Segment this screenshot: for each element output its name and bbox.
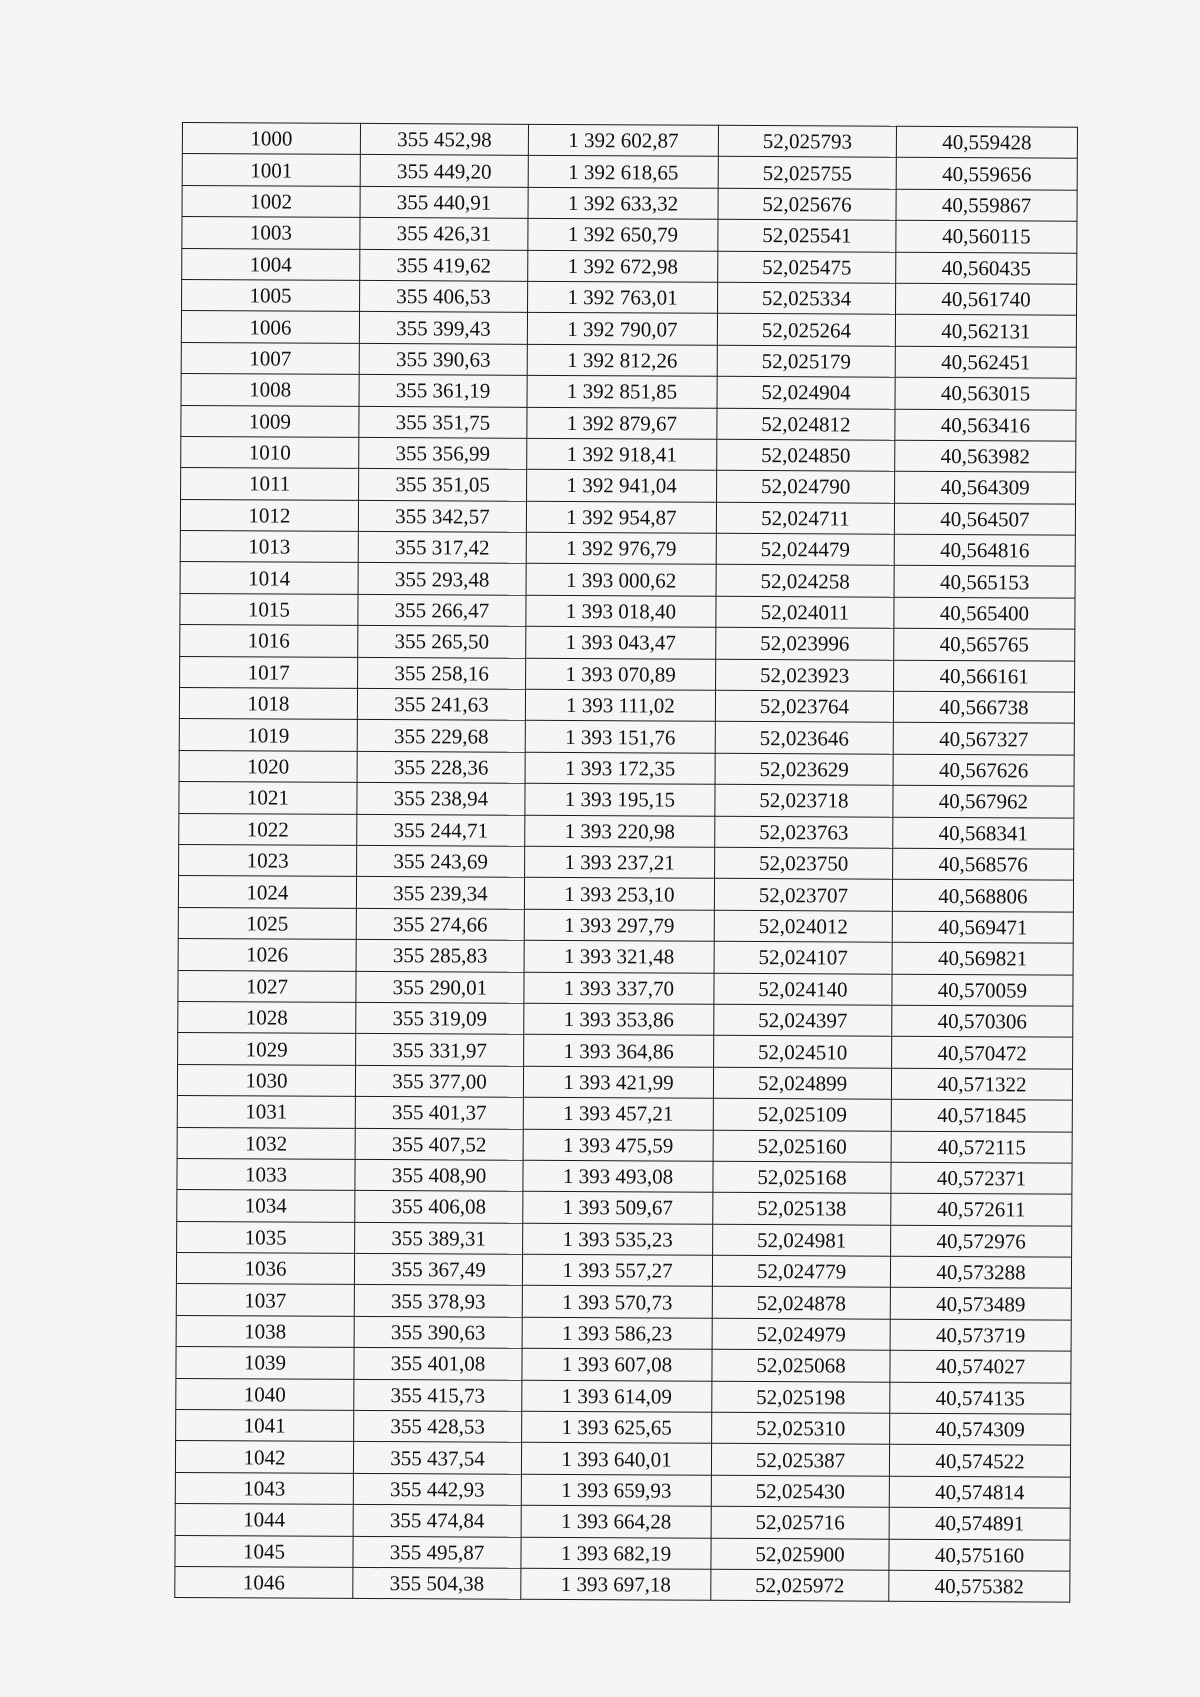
table-row xyxy=(176,1284,1071,1320)
y-coordinate-cell: 1 393 172,35 xyxy=(525,752,715,784)
longitude-cell: 40,563982 xyxy=(895,440,1076,472)
longitude-cell: 40,574522 xyxy=(889,1445,1070,1477)
point-number-cell: 1042 xyxy=(175,1441,353,1473)
x-coordinate-cell: 355 317,42 xyxy=(358,532,526,564)
x-coordinate-cell: 355 367,49 xyxy=(354,1253,522,1285)
longitude-cell: 40,559428 xyxy=(896,126,1077,158)
x-coordinate-cell: 355 452,98 xyxy=(360,123,528,155)
table-row xyxy=(180,593,1075,629)
x-coordinate-cell: 355 241,63 xyxy=(357,688,525,720)
point-number-cell: 1010 xyxy=(181,436,359,468)
y-coordinate-cell: 1 393 509,67 xyxy=(523,1192,713,1224)
point-number-cell: 1027 xyxy=(178,970,356,1002)
point-number-cell: 1037 xyxy=(176,1284,354,1316)
x-coordinate-cell: 355 361,19 xyxy=(359,375,527,407)
y-coordinate-cell: 1 392 650,79 xyxy=(528,218,718,250)
y-coordinate-cell: 1 393 614,09 xyxy=(522,1380,712,1412)
latitude-cell: 52,025900 xyxy=(711,1538,889,1570)
table-row xyxy=(182,217,1077,253)
latitude-cell: 52,025676 xyxy=(718,188,896,220)
x-coordinate-cell: 355 238,94 xyxy=(357,783,525,815)
point-number-cell: 1041 xyxy=(176,1410,354,1442)
table-row xyxy=(179,844,1074,880)
longitude-cell: 40,574814 xyxy=(889,1476,1070,1508)
table-row xyxy=(182,185,1077,221)
x-coordinate-cell: 355 285,83 xyxy=(356,940,524,972)
latitude-cell: 52,024107 xyxy=(714,941,892,973)
x-coordinate-cell: 355 258,16 xyxy=(358,657,526,689)
y-coordinate-cell: 1 393 475,59 xyxy=(523,1129,713,1161)
longitude-cell: 40,561740 xyxy=(896,283,1077,315)
latitude-cell: 52,025716 xyxy=(711,1506,889,1538)
longitude-cell: 40,566738 xyxy=(893,691,1074,723)
point-number-cell: 1035 xyxy=(177,1221,355,1253)
x-coordinate-cell: 355 266,47 xyxy=(358,594,526,626)
x-coordinate-cell: 355 293,48 xyxy=(358,563,526,595)
table-row xyxy=(180,625,1075,661)
point-number-cell: 1012 xyxy=(180,499,358,531)
table-row xyxy=(175,1504,1070,1540)
longitude-cell: 40,575382 xyxy=(889,1570,1070,1602)
table-row xyxy=(179,688,1074,724)
longitude-cell: 40,574027 xyxy=(890,1350,1071,1382)
x-coordinate-cell: 355 437,54 xyxy=(353,1442,521,1474)
latitude-cell: 52,025541 xyxy=(718,219,896,251)
longitude-cell: 40,574135 xyxy=(890,1382,1071,1414)
y-coordinate-cell: 1 393 607,08 xyxy=(522,1349,712,1381)
latitude-cell: 52,023750 xyxy=(715,847,893,879)
y-coordinate-cell: 1 392 812,26 xyxy=(527,344,717,376)
y-coordinate-cell: 1 393 018,40 xyxy=(526,595,716,627)
x-coordinate-cell: 355 408,90 xyxy=(355,1159,523,1191)
latitude-cell: 52,024012 xyxy=(714,910,892,942)
table-row xyxy=(177,1096,1072,1132)
point-number-cell: 1023 xyxy=(179,844,357,876)
point-number-cell: 1043 xyxy=(175,1472,353,1504)
latitude-cell: 52,025475 xyxy=(718,251,896,283)
point-number-cell: 1025 xyxy=(178,907,356,939)
x-coordinate-cell: 355 274,66 xyxy=(356,908,524,940)
point-number-cell: 1046 xyxy=(175,1566,353,1598)
table-row xyxy=(175,1566,1070,1602)
x-coordinate-cell: 355 428,53 xyxy=(354,1410,522,1442)
y-coordinate-cell: 1 393 640,01 xyxy=(521,1443,711,1475)
latitude-cell: 52,025138 xyxy=(713,1193,891,1225)
y-coordinate-cell: 1 392 790,07 xyxy=(527,313,717,345)
x-coordinate-cell: 355 440,91 xyxy=(360,186,528,218)
latitude-cell: 52,024878 xyxy=(712,1287,890,1319)
point-number-cell: 1028 xyxy=(178,1001,356,1033)
table-row xyxy=(179,719,1074,755)
longitude-cell: 40,573719 xyxy=(890,1319,1071,1351)
point-number-cell: 1021 xyxy=(179,782,357,814)
table-row xyxy=(182,154,1077,190)
y-coordinate-cell: 1 393 493,08 xyxy=(523,1160,713,1192)
x-coordinate-cell: 355 390,63 xyxy=(359,343,527,375)
table-row xyxy=(182,279,1077,315)
latitude-cell: 52,025198 xyxy=(712,1381,890,1413)
table-row xyxy=(180,656,1075,692)
point-number-cell: 1015 xyxy=(180,593,358,625)
point-number-cell: 1004 xyxy=(182,248,360,280)
x-coordinate-cell: 355 356,99 xyxy=(359,437,527,469)
table-row xyxy=(176,1253,1071,1289)
longitude-cell: 40,568576 xyxy=(893,848,1074,880)
latitude-cell: 52,025755 xyxy=(718,157,896,189)
latitude-cell: 52,024899 xyxy=(713,1067,891,1099)
x-coordinate-cell: 355 389,31 xyxy=(355,1222,523,1254)
longitude-cell: 40,570306 xyxy=(892,1005,1073,1037)
x-coordinate-cell: 355 426,31 xyxy=(360,218,528,250)
latitude-cell: 52,024790 xyxy=(717,471,895,503)
x-coordinate-cell: 355 351,75 xyxy=(359,406,527,438)
table-row xyxy=(178,907,1073,943)
latitude-cell: 52,025972 xyxy=(711,1569,889,1601)
longitude-cell: 40,566161 xyxy=(894,660,1075,692)
y-coordinate-cell: 1 393 364,86 xyxy=(524,1035,714,1067)
coordinates-table-body xyxy=(175,123,1078,1603)
point-number-cell: 1019 xyxy=(179,719,357,751)
x-coordinate-cell: 355 378,93 xyxy=(354,1285,522,1317)
point-number-cell: 1032 xyxy=(177,1127,355,1159)
point-number-cell: 1026 xyxy=(178,939,356,971)
longitude-cell: 40,565400 xyxy=(894,597,1075,629)
y-coordinate-cell: 1 393 697,18 xyxy=(521,1568,711,1600)
x-coordinate-cell: 355 351,05 xyxy=(359,469,527,501)
latitude-cell: 52,025179 xyxy=(717,345,895,377)
x-coordinate-cell: 355 319,09 xyxy=(356,1002,524,1034)
y-coordinate-cell: 1 392 602,87 xyxy=(528,124,718,156)
x-coordinate-cell: 355 406,08 xyxy=(355,1191,523,1223)
longitude-cell: 40,565765 xyxy=(894,628,1075,660)
x-coordinate-cell: 355 495,87 xyxy=(353,1536,521,1568)
latitude-cell: 52,023996 xyxy=(716,628,894,660)
x-coordinate-cell: 355 290,01 xyxy=(356,971,524,1003)
longitude-cell: 40,559867 xyxy=(896,189,1077,221)
longitude-cell: 40,574891 xyxy=(889,1507,1070,1539)
latitude-cell: 52,023646 xyxy=(715,722,893,754)
point-number-cell: 1034 xyxy=(177,1190,355,1222)
y-coordinate-cell: 1 393 220,98 xyxy=(525,815,715,847)
y-coordinate-cell: 1 392 976,79 xyxy=(526,532,716,564)
x-coordinate-cell: 355 474,84 xyxy=(353,1505,521,1537)
y-coordinate-cell: 1 392 879,67 xyxy=(527,407,717,439)
longitude-cell: 40,560115 xyxy=(896,220,1077,252)
x-coordinate-cell: 355 265,50 xyxy=(358,626,526,658)
longitude-cell: 40,573489 xyxy=(890,1288,1071,1320)
point-number-cell: 1000 xyxy=(182,123,360,155)
longitude-cell: 40,572976 xyxy=(891,1225,1072,1257)
longitude-cell: 40,570472 xyxy=(892,1037,1073,1069)
y-coordinate-cell: 1 392 941,04 xyxy=(527,470,717,502)
y-coordinate-cell: 1 393 043,47 xyxy=(526,627,716,659)
x-coordinate-cell: 355 228,36 xyxy=(357,751,525,783)
latitude-cell: 52,024779 xyxy=(712,1255,890,1287)
point-number-cell: 1033 xyxy=(177,1158,355,1190)
y-coordinate-cell: 1 393 297,79 xyxy=(524,909,714,941)
latitude-cell: 52,025160 xyxy=(713,1130,891,1162)
y-coordinate-cell: 1 393 321,48 xyxy=(524,940,714,972)
y-coordinate-cell: 1 393 586,23 xyxy=(522,1317,712,1349)
x-coordinate-cell: 355 415,73 xyxy=(354,1379,522,1411)
latitude-cell: 52,025310 xyxy=(712,1412,890,1444)
table-row xyxy=(176,1378,1071,1414)
y-coordinate-cell: 1 393 353,86 xyxy=(524,1003,714,1035)
longitude-cell: 40,564309 xyxy=(895,472,1076,504)
longitude-cell: 40,567962 xyxy=(893,785,1074,817)
longitude-cell: 40,574309 xyxy=(890,1413,1071,1445)
table-row xyxy=(177,1190,1072,1226)
latitude-cell: 52,024850 xyxy=(717,439,895,471)
table-row xyxy=(178,1033,1073,1069)
table-row xyxy=(178,970,1073,1006)
table-row xyxy=(180,499,1075,535)
table-row xyxy=(180,531,1075,567)
table-row xyxy=(179,813,1074,849)
table-row xyxy=(175,1535,1070,1571)
point-number-cell: 1006 xyxy=(181,311,359,343)
point-number-cell: 1008 xyxy=(181,374,359,406)
table-row xyxy=(176,1410,1071,1446)
table-row xyxy=(177,1158,1072,1194)
latitude-cell: 52,025334 xyxy=(718,282,896,314)
latitude-cell: 52,024981 xyxy=(713,1224,891,1256)
y-coordinate-cell: 1 392 918,41 xyxy=(527,438,717,470)
x-coordinate-cell: 355 342,57 xyxy=(358,500,526,532)
longitude-cell: 40,573288 xyxy=(890,1256,1071,1288)
table-row xyxy=(181,342,1076,378)
x-coordinate-cell: 355 442,93 xyxy=(353,1473,521,1505)
point-number-cell: 1009 xyxy=(181,405,359,437)
x-coordinate-cell: 355 419,62 xyxy=(360,249,528,281)
y-coordinate-cell: 1 393 625,65 xyxy=(522,1411,712,1443)
point-number-cell: 1017 xyxy=(180,656,358,688)
latitude-cell: 52,024711 xyxy=(716,502,894,534)
longitude-cell: 40,572115 xyxy=(891,1131,1072,1163)
y-coordinate-cell: 1 393 253,10 xyxy=(524,878,714,910)
point-number-cell: 1020 xyxy=(179,750,357,782)
latitude-cell: 52,024479 xyxy=(716,533,894,565)
latitude-cell: 52,025168 xyxy=(713,1161,891,1193)
x-coordinate-cell: 355 239,34 xyxy=(356,877,524,909)
table-row xyxy=(177,1221,1072,1257)
longitude-cell: 40,564507 xyxy=(894,503,1075,535)
point-number-cell: 1024 xyxy=(178,876,356,908)
x-coordinate-cell: 355 406,53 xyxy=(360,280,528,312)
point-number-cell: 1044 xyxy=(175,1504,353,1536)
latitude-cell: 52,023718 xyxy=(715,785,893,817)
latitude-cell: 52,025109 xyxy=(713,1098,891,1130)
point-number-cell: 1018 xyxy=(179,688,357,720)
y-coordinate-cell: 1 393 421,99 xyxy=(523,1066,713,1098)
point-number-cell: 1011 xyxy=(181,468,359,500)
point-number-cell: 1014 xyxy=(180,562,358,594)
table-row xyxy=(177,1127,1072,1163)
latitude-cell: 52,025264 xyxy=(717,314,895,346)
point-number-cell: 1005 xyxy=(182,279,360,311)
longitude-cell: 40,571845 xyxy=(891,1099,1072,1131)
y-coordinate-cell: 1 393 195,15 xyxy=(525,784,715,816)
point-number-cell: 1016 xyxy=(180,625,358,657)
latitude-cell: 52,025068 xyxy=(712,1350,890,1382)
y-coordinate-cell: 1 393 151,76 xyxy=(525,721,715,753)
table-row xyxy=(177,1064,1072,1100)
point-number-cell: 1029 xyxy=(178,1033,356,1065)
point-number-cell: 1002 xyxy=(182,185,360,217)
longitude-cell: 40,569471 xyxy=(892,911,1073,943)
x-coordinate-cell: 355 401,37 xyxy=(355,1097,523,1129)
y-coordinate-cell: 1 392 763,01 xyxy=(528,281,718,313)
longitude-cell: 40,572611 xyxy=(891,1194,1072,1226)
longitude-cell: 40,569821 xyxy=(892,942,1073,974)
point-number-cell: 1045 xyxy=(175,1535,353,1567)
y-coordinate-cell: 1 392 672,98 xyxy=(528,250,718,282)
y-coordinate-cell: 1 393 682,19 xyxy=(521,1537,711,1569)
latitude-cell: 52,024397 xyxy=(714,1004,892,1036)
point-number-cell: 1003 xyxy=(182,217,360,249)
y-coordinate-cell: 1 392 618,65 xyxy=(528,156,718,188)
longitude-cell: 40,567327 xyxy=(893,723,1074,755)
x-coordinate-cell: 355 390,63 xyxy=(354,1316,522,1348)
longitude-cell: 40,571322 xyxy=(891,1068,1072,1100)
latitude-cell: 52,023707 xyxy=(714,879,892,911)
table-row xyxy=(181,405,1076,441)
point-number-cell: 1022 xyxy=(179,813,357,845)
latitude-cell: 52,025387 xyxy=(711,1444,889,1476)
point-number-cell: 1038 xyxy=(176,1315,354,1347)
y-coordinate-cell: 1 393 659,93 xyxy=(521,1474,711,1506)
y-coordinate-cell: 1 393 664,28 xyxy=(521,1505,711,1537)
point-number-cell: 1036 xyxy=(176,1253,354,1285)
table-row xyxy=(178,939,1073,975)
longitude-cell: 40,562451 xyxy=(895,346,1076,378)
point-number-cell: 1040 xyxy=(176,1378,354,1410)
x-coordinate-cell: 355 504,38 xyxy=(353,1567,521,1599)
longitude-cell: 40,563416 xyxy=(895,409,1076,441)
point-number-cell: 1030 xyxy=(177,1064,355,1096)
table-row xyxy=(175,1441,1070,1477)
x-coordinate-cell: 355 399,43 xyxy=(359,312,527,344)
x-coordinate-cell: 355 229,68 xyxy=(357,720,525,752)
y-coordinate-cell: 1 393 070,89 xyxy=(526,658,716,690)
x-coordinate-cell: 355 243,69 xyxy=(357,845,525,877)
y-coordinate-cell: 1 392 851,85 xyxy=(527,375,717,407)
longitude-cell: 40,570059 xyxy=(892,974,1073,1006)
x-coordinate-cell: 355 377,00 xyxy=(355,1065,523,1097)
latitude-cell: 52,023923 xyxy=(716,659,894,691)
longitude-cell: 40,565153 xyxy=(894,566,1075,598)
latitude-cell: 52,024140 xyxy=(714,973,892,1005)
point-number-cell: 1031 xyxy=(177,1096,355,1128)
latitude-cell: 52,023763 xyxy=(715,816,893,848)
y-coordinate-cell: 1 393 535,23 xyxy=(523,1223,713,1255)
table-row xyxy=(182,123,1077,159)
latitude-cell: 52,024979 xyxy=(712,1318,890,1350)
table-row xyxy=(176,1347,1071,1383)
point-number-cell: 1039 xyxy=(176,1347,354,1379)
latitude-cell: 52,024258 xyxy=(716,565,894,597)
longitude-cell: 40,563015 xyxy=(895,377,1076,409)
longitude-cell: 40,572371 xyxy=(891,1162,1072,1194)
table-row xyxy=(180,562,1075,598)
x-coordinate-cell: 355 407,52 xyxy=(355,1128,523,1160)
y-coordinate-cell: 1 392 954,87 xyxy=(526,501,716,533)
latitude-cell: 52,024904 xyxy=(717,376,895,408)
table-row xyxy=(179,750,1074,786)
x-coordinate-cell: 355 331,97 xyxy=(356,1034,524,1066)
latitude-cell: 52,024812 xyxy=(717,408,895,440)
latitude-cell: 52,023764 xyxy=(715,690,893,722)
point-number-cell: 1013 xyxy=(180,531,358,563)
longitude-cell: 40,564816 xyxy=(894,534,1075,566)
table-row xyxy=(178,876,1073,912)
table-row xyxy=(181,374,1076,410)
point-number-cell: 1001 xyxy=(182,154,360,186)
latitude-cell: 52,023629 xyxy=(715,753,893,785)
y-coordinate-cell: 1 393 557,27 xyxy=(522,1254,712,1286)
table-row xyxy=(181,436,1076,472)
coordinates-table xyxy=(174,122,1078,1603)
x-coordinate-cell: 355 449,20 xyxy=(360,155,528,187)
point-number-cell: 1007 xyxy=(181,342,359,374)
y-coordinate-cell: 1 392 633,32 xyxy=(528,187,718,219)
y-coordinate-cell: 1 393 337,70 xyxy=(524,972,714,1004)
y-coordinate-cell: 1 393 111,02 xyxy=(525,689,715,721)
table-row xyxy=(179,782,1074,818)
y-coordinate-cell: 1 393 237,21 xyxy=(525,846,715,878)
x-coordinate-cell: 355 244,71 xyxy=(357,814,525,846)
table-row xyxy=(181,311,1076,347)
y-coordinate-cell: 1 393 000,62 xyxy=(526,564,716,596)
latitude-cell: 52,024510 xyxy=(714,1036,892,1068)
x-coordinate-cell: 355 401,08 xyxy=(354,1348,522,1380)
table-row xyxy=(178,1001,1073,1037)
table-row xyxy=(182,248,1077,284)
y-coordinate-cell: 1 393 457,21 xyxy=(523,1097,713,1129)
longitude-cell: 40,562131 xyxy=(895,315,1076,347)
latitude-cell: 52,025793 xyxy=(718,125,896,157)
longitude-cell: 40,567626 xyxy=(893,754,1074,786)
longitude-cell: 40,568341 xyxy=(893,817,1074,849)
latitude-cell: 52,024011 xyxy=(716,596,894,628)
table-row xyxy=(175,1472,1070,1508)
table-row xyxy=(181,468,1076,504)
longitude-cell: 40,575160 xyxy=(889,1539,1070,1571)
longitude-cell: 40,568806 xyxy=(892,880,1073,912)
y-coordinate-cell: 1 393 570,73 xyxy=(522,1286,712,1318)
table-row xyxy=(176,1315,1071,1351)
latitude-cell: 52,025430 xyxy=(711,1475,889,1507)
longitude-cell: 40,559656 xyxy=(896,158,1077,190)
longitude-cell: 40,560435 xyxy=(896,252,1077,284)
